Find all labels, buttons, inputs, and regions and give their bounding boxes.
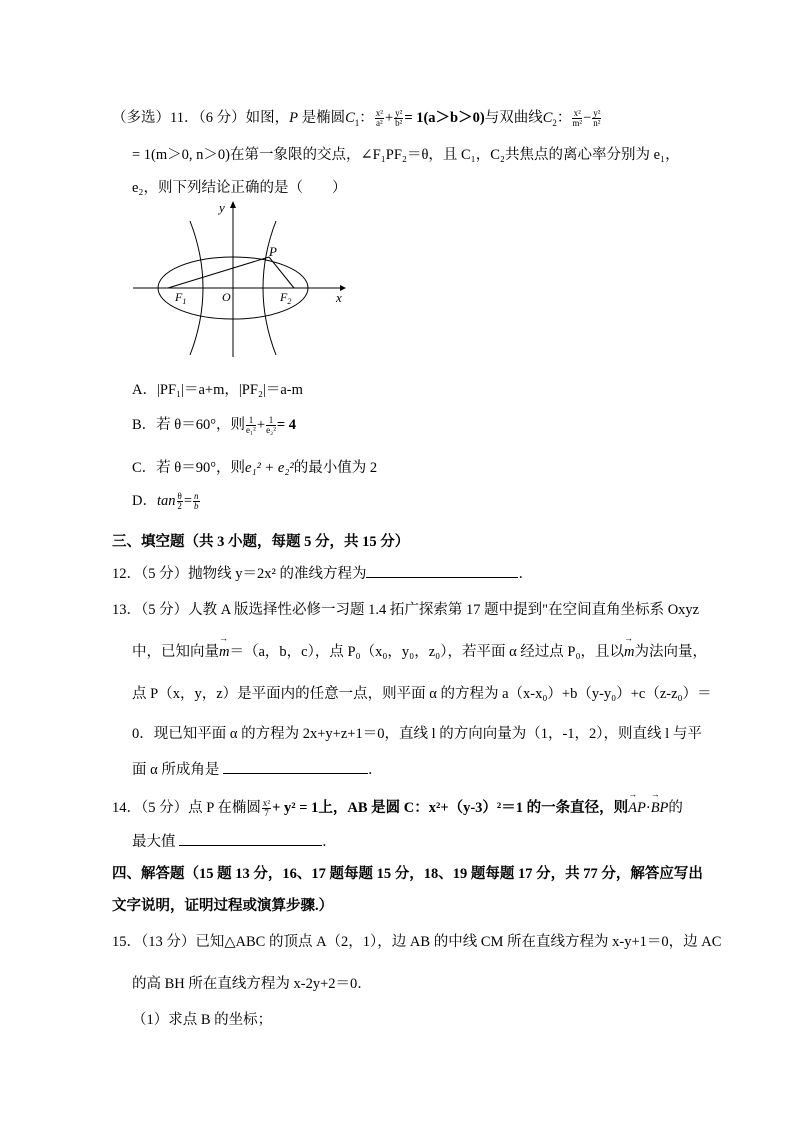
q11-option-d: D．tan $\frac{\theta}{2}$ = $\frac{n}{b}$ [132, 491, 199, 512]
q11-option-c: C．若 θ＝90°，则e₁² + e₂²的最小值为 2 [132, 460, 378, 476]
frac-x2-m2: $\frac{\text{x²}}{\text{m²}}$ [572, 108, 583, 129]
origin-label: O [222, 290, 231, 304]
q14-answer-blank[interactable] [179, 833, 322, 846]
segment-pf2 [269, 257, 294, 288]
segment-pf1 [168, 257, 269, 288]
ellipse-hyperbola-figure [128, 200, 348, 360]
q12-answer-blank[interactable] [366, 565, 518, 578]
q14-line1: 14．（5 分）点 P 在椭圆 $\frac{\text{x²}}{7}$ + y² = 1上，AB 是圆 C：x²+（y-3）²＝1 的一条直径，则→ AP·→ BP的 [112, 796, 683, 818]
y-axis-arrow [230, 201, 236, 208]
section-4-heading-line1: 四、解答题（15 题 13 分，16、17 题每题 15 分，18、19 题每题 17 分，共 77 分，解答应写出 [112, 866, 703, 882]
q11-line3: e₂，则下列结论正确的是（ ） [132, 180, 347, 196]
section-3-heading: 三、填空题（共 3 小题，每题 5 分，共 15 分） [112, 534, 410, 550]
frac-theta-2: $\frac{\theta}{2}$ [177, 491, 182, 512]
f2-label: $F_2$ [280, 290, 292, 306]
q14-line2: 最大值 ． [132, 834, 337, 850]
frac-y2-b2: $\frac{\text{y²}}{\text{b²}}$ [395, 108, 403, 129]
x-axis-label: x [336, 290, 342, 305]
y-axis-label: y [219, 200, 225, 215]
q13-line4: 0．现已知平面 α 的方程为 2x+y+z+1＝0，直线 l 的方向向量为（1，-1，2），则直线 l 与平 [132, 726, 702, 742]
frac-n-b: $\frac{n}{b}$ [194, 491, 199, 512]
q13-line2: 中，已知向量→ m＝（a，b，c），点 P₀（x₀，y₀，z₀），若平面 α 经过点 P₀，且以→ m为法向量， [132, 640, 707, 661]
q15-line1: 15．（13 分）已知△ABC 的顶点 A（2，1），边 AB 的中线 CM 所在直线方程为 x-y+1＝0，边 AC [112, 934, 722, 950]
q11-option-a: A．|PF₁|＝a+m，|PF₂|＝a-m [132, 382, 303, 398]
q12: 12．（5 分）抛物线 y＝2x² 的准线方程为 ． [112, 566, 533, 582]
q13-line3: 点 P（x，y，z）是平面内的任意一点，则平面 α 的方程为 a（x-x₀）+b（y-y₀）+c（z-z₀）＝ [132, 686, 712, 702]
f1-label: $F_1$ [175, 290, 187, 306]
frac-1-e2sq: $\frac{1}{\text{e₂²}}$ [266, 415, 276, 436]
point-p-label: P [269, 244, 277, 259]
frac-y2-n2: $\frac{\text{y²}}{\text{n²}}$ [593, 108, 601, 129]
q13-line5: 面 α 所成角是 ． [132, 762, 383, 778]
q15-part1: （1）求点 B 的坐标； [132, 1012, 273, 1028]
q11-line2: = 1(m＞0, n＞0)在第一象限的交点，∠F₁PF₂＝θ，且 C₁，C₂共焦点的离心率分别为 e₁， [132, 147, 680, 163]
q15-line2: 的高 BH 所在直线方程为 x-2y+2＝0． [132, 976, 372, 992]
section-4-heading-line2: 文字说明，证明过程或演算步骤.） [112, 898, 334, 914]
q11-line1: （多选）11．（6 分）如图，P 是椭圆$C_1$： $\frac{\text{x²}}{\text{a²}}$ + $\frac{\text{y²}}{\text{b²}}$ = 1(a＞b＞0)与双曲线$C_2$： $\frac{\text{x²}}{\text{m²}}$ − $\frac{\text{y²}}{\text{n²}}$ [112, 108, 601, 129]
q13-line1: 13．（5 分）人教 A 版选择性必修一习题 1.4 拓广探索第 17 题中提到"在空间直角坐标系 Oxyz [112, 602, 700, 618]
q13-answer-blank[interactable] [223, 761, 368, 774]
frac-x2-7: $\frac{\text{x²}}{7}$ [262, 798, 271, 819]
frac-x2-a2: $\frac{\text{x²}}{\text{a²}}$ [375, 108, 383, 129]
frac-1-e1sq: $\frac{1}{\text{e₁²}}$ [246, 415, 256, 436]
q11-option-b: B．若 θ＝60°，则 $\frac{1}{\text{e₁²}}$ + $\frac{1}{\text{e₂²}}$ = 4 [132, 415, 297, 436]
